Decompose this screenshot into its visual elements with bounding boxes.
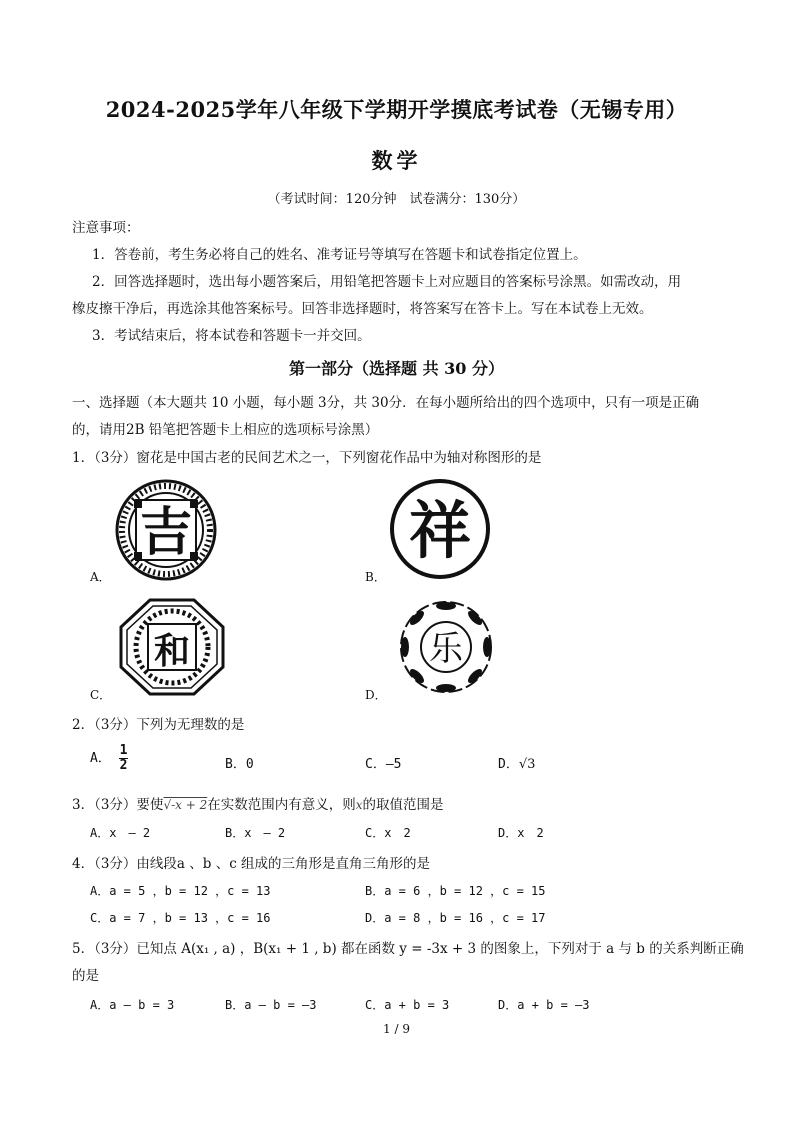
note-item-1: 1．答卷前，考生务必将自己的姓名、准考证号等填写在答题卡和试卷指定位置上。 (92, 247, 587, 263)
subject-title: 数学 (371, 148, 422, 173)
emblem-char-a: 吉 (139, 503, 193, 563)
option-1b-label: B． (365, 570, 386, 584)
question-3-stem (72, 793, 444, 813)
option-4c: C．a = 7 ，b = 13 ，c = 16 (90, 911, 271, 925)
fraction-numerator: 1 (119, 743, 128, 758)
question-5-stem-line1: 5．（3分）已知点 A(x₁ , a) ，B(x₁ + 1 , b) 都在函数 y = -3x + 3 的图象上，下列对于 a 与 b 的关系判断正确 (72, 941, 744, 957)
option-2a (90, 744, 128, 773)
option-3d: D．x 2 (498, 826, 544, 840)
option-5c: C．a + b = 3 (365, 998, 450, 1012)
question-4-stem: 4．（3分）由线段a 、b 、c 组成的三角形是直角三角形的是 (72, 856, 431, 872)
page-number: 1 / 9 (383, 1022, 410, 1036)
option-4b: B．a = 6 ，b = 12 ，c = 15 (365, 884, 546, 898)
section-intro-line2: 的，请用2B 铅笔把答题卡上相应的选项标号涂黑） (72, 422, 379, 438)
exam-info: （考试时间：120分钟 试卷满分：130分） (267, 192, 526, 207)
paper-cut-emblem-a (112, 478, 220, 582)
option-1a-label: A． (90, 570, 111, 584)
section-intro-line1: 一、选择题（本大题共 10 小题，每小题 3分，共 30分．在每小题所给出的四个选项中，只有一项是正确 (72, 395, 700, 411)
option-4a: A．a = 5 ，b = 12 ，c = 13 (90, 884, 271, 898)
option-2b: B．0 (225, 757, 254, 772)
question-3-stem-post: 在实数范围内有意义，则 (207, 797, 356, 813)
note-item-3: 3．考试结束后，将本试卷和答题卡一并交回。 (92, 328, 371, 344)
option-2a-label: A． (90, 751, 111, 766)
option-3b: B．x – 2 (225, 826, 286, 840)
fraction-one-half (119, 744, 129, 773)
paper-cut-emblem-b (386, 478, 494, 580)
option-1d-label: D． (365, 688, 387, 702)
notes-heading: 注意事项： (72, 220, 140, 236)
emblem-char-c: 和 (153, 631, 191, 672)
radical-expression: √-x + 2 (163, 798, 208, 812)
option-5d: D．a + b = –3 (498, 998, 590, 1012)
emblem-char-d: 乐 (429, 629, 463, 669)
note-item-2-line1: 2．回答选择题时，选出每小题答案后，用铅笔把答题卡上对应题目的答案标号涂黑。如需改动，用 (92, 274, 682, 290)
variable-x: x (355, 798, 363, 812)
option-3c: C．x 2 (365, 826, 411, 840)
sqrt-three: √3 (518, 757, 536, 772)
option-5a: A．a – b = 3 (90, 998, 175, 1012)
note-item-2-line2: 橡皮擦干净后，再选涂其他答案标号。回答非选择题时，将答案写在答卡上。写在本试卷上无效。 (72, 301, 653, 317)
option-1c-label: C． (90, 688, 112, 702)
option-5b: B．a – b = –3 (225, 998, 317, 1012)
question-5-stem-line2: 的是 (72, 968, 99, 984)
paper-cut-emblem-c (118, 597, 226, 697)
question-1-stem: 1．（3分）窗花是中国古老的民间艺术之一，下列窗花作品中为轴对称图形的是 (72, 450, 542, 466)
option-3a: A．x – 2 (90, 826, 151, 840)
emblem-char-b: 祥 (408, 494, 472, 567)
question-3-stem-pre: 3．（3分）要使 (72, 797, 164, 813)
option-4d: D．a = 8 ，b = 16 ，c = 17 (365, 911, 546, 925)
option-2c: C．–5 (365, 757, 402, 772)
fraction-denominator: 2 (119, 758, 128, 773)
question-2-stem: 2．（3分）下列为无理数的是 (72, 717, 245, 733)
option-2d-label: D． (498, 757, 519, 772)
exam-title: 2024-2025学年八年级下学期开学摸底考试卷（无锡专用） (105, 97, 688, 122)
paper-cut-emblem-d (396, 598, 496, 696)
option-2d (498, 753, 535, 772)
question-3-stem-end: 的取值范围是 (362, 797, 444, 813)
section-title: 第一部分（选择题 共 30 分） (289, 359, 504, 378)
